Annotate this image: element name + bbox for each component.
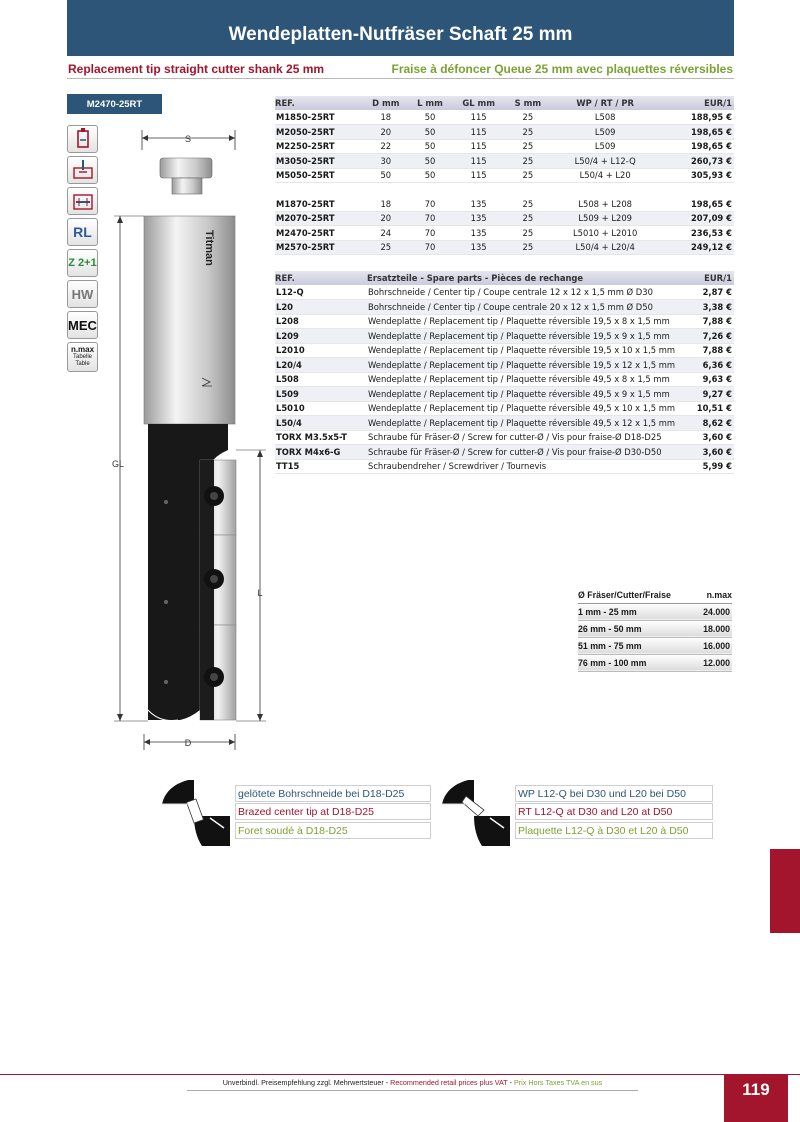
ref-cell: TT15 [275, 459, 367, 474]
s-cell: 25 [506, 154, 550, 169]
nmax-cell: 12.000 [695, 654, 732, 671]
footer-note-fr: Prix Hors Taxes TVA en sus [513, 1078, 603, 1087]
price-cell: 188,95 € [660, 110, 734, 125]
footer-divider [0, 1074, 800, 1075]
feature-icon-column [67, 125, 99, 375]
desc-cell: Wendeplatte / Replacement tip / Plaquette réversible 49,5 x 9 x 1,5 mm [367, 387, 694, 402]
table-row [275, 401, 734, 416]
d-cell: 25 [363, 240, 409, 255]
note-left-de: gelötete Bohrschneide bei D18-D25 [235, 785, 431, 802]
desc-cell: Schraube für Fräser-Ø / Screw for cutter-Ø / Vis pour fraise-Ø D30-D50 [367, 445, 694, 460]
s-cell: 25 [506, 125, 550, 140]
price-cell: 236,53 € [660, 226, 734, 241]
footer-price-note [187, 1077, 638, 1091]
table-row [275, 110, 734, 125]
gl-cell: 135 [451, 240, 505, 255]
product-table [275, 96, 734, 255]
wp-cell: L50/4 + L12-Q [550, 154, 661, 169]
dim-label-l: L [257, 588, 263, 598]
wp-cell: L508 + L208 [550, 197, 661, 212]
plunge-cut-icon [67, 156, 98, 184]
insert-tip-detail-icon [438, 776, 514, 846]
price-cell: 2,87 € [694, 285, 734, 300]
desc-cell: Bohrschneide / Center tip / Coupe centrale 12 x 12 x 1,5 mm Ø D30 [367, 285, 694, 300]
s-cell: 25 [506, 240, 550, 255]
ref-cell: M1850-25RT [275, 110, 363, 125]
nmax-sub-de: Tabelle [72, 354, 92, 360]
price-cell: 6,36 € [694, 358, 734, 373]
table-row [275, 197, 734, 212]
price-cell: 198,65 € [660, 139, 734, 154]
desc-cell: Wendeplatte / Replacement tip / Plaquette réversible 19,5 x 8 x 1,5 mm [367, 314, 694, 329]
col-nmax: n.max [695, 588, 732, 603]
table-row [275, 358, 734, 373]
l-cell: 70 [409, 226, 452, 241]
ref-cell: M1870-25RT [275, 197, 363, 212]
l-cell: 70 [409, 211, 452, 226]
range-cell: 1 mm - 25 mm [578, 603, 695, 620]
d-cell: 30 [363, 154, 409, 169]
note-right-en: RT L12-Q at D30 and L20 at D50 [515, 803, 713, 820]
desc-cell: Schraubendreher / Screwdriver / Tournevis [367, 459, 694, 474]
d-cell: 50 [363, 168, 409, 183]
desc-cell: Wendeplatte / Replacement tip / Plaquette réversible 49,5 x 12 x 1,5 mm [367, 416, 694, 431]
footer-note-sep: - [507, 1078, 514, 1087]
table-row [578, 654, 732, 671]
note-left-en: Brazed center tip at D18-D25 [235, 803, 431, 820]
price-cell: 3,60 € [694, 445, 734, 460]
wp-cell: L509 [550, 139, 661, 154]
gl-cell: 115 [451, 110, 505, 125]
wp-cell: L509 + L209 [550, 211, 661, 226]
table-row [275, 125, 734, 140]
table-row [275, 139, 734, 154]
s-cell: 25 [506, 110, 550, 125]
desc-cell: Wendeplatte / Replacement tip / Plaquette réversible 19,5 x 9 x 1,5 mm [367, 329, 694, 344]
s-cell: 25 [506, 168, 550, 183]
col-eur: EUR/1 [660, 96, 734, 110]
ref-cell: M5050-25RT [275, 168, 363, 183]
gl-cell: 135 [451, 197, 505, 212]
l-cell: 50 [409, 139, 452, 154]
price-cell: 7,26 € [694, 329, 734, 344]
z21-teeth-icon: Z 2+1 [67, 249, 98, 277]
price-cell: 10,51 € [694, 401, 734, 416]
ref-cell: M2250-25RT [275, 139, 363, 154]
subtitle-divider [67, 78, 734, 79]
router-cutter-icon [67, 125, 98, 153]
table-row [275, 343, 734, 358]
gl-cell: 135 [451, 211, 505, 226]
dim-label-d: D [184, 738, 192, 748]
table-row [578, 603, 732, 620]
chapter-tab [770, 849, 800, 933]
table-row [275, 387, 734, 402]
table-row [275, 240, 734, 255]
l-cell: 50 [409, 168, 452, 183]
table-row [275, 226, 734, 241]
gl-cell: 115 [451, 139, 505, 154]
col-ref: REF. [275, 271, 367, 285]
nmax-sub-en: Table [75, 361, 90, 367]
hw-material-icon: HW [67, 280, 98, 308]
nmax-table-icon [67, 342, 98, 372]
brazed-tip-detail-icon [158, 776, 234, 846]
s-cell: 25 [506, 226, 550, 241]
table-row [275, 285, 734, 300]
mec-icon: MEC [67, 311, 98, 339]
l-cell: 70 [409, 240, 452, 255]
price-cell: 5,99 € [694, 459, 734, 474]
ref-cell: M2070-25RT [275, 211, 363, 226]
ref-cell: L2010 [275, 343, 367, 358]
ref-cell: M3050-25RT [275, 154, 363, 169]
desc-cell: Schraube für Fräser-Ø / Screw for cutter-Ø / Vis pour fraise-Ø D18-D25 [367, 430, 694, 445]
footer-note-de: Unverbindl. Preisempfehlung zzgl. Mehrwertsteuer - [222, 1078, 391, 1087]
l-cell: 70 [409, 197, 452, 212]
price-cell: 207,09 € [660, 211, 734, 226]
price-cell: 249,12 € [660, 240, 734, 255]
ref-cell: L508 [275, 372, 367, 387]
table-row [275, 445, 734, 460]
s-cell: 25 [506, 139, 550, 154]
wp-cell: L50/4 + L20 [550, 168, 661, 183]
note-right-fr: Plaquette L12-Q à D30 et L20 à D50 [515, 822, 713, 839]
ref-cell: TORX M3.5x5-T [275, 430, 367, 445]
price-cell: 9,63 € [694, 372, 734, 387]
desc-cell: Wendeplatte / Replacement tip / Plaquette réversible 19,5 x 12 x 1,5 mm [367, 358, 694, 373]
wp-cell: L50/4 + L20/4 [550, 240, 661, 255]
col-eur: EUR/1 [694, 271, 734, 285]
rl-rotation-icon: RL [67, 218, 98, 246]
ref-cell: L208 [275, 314, 367, 329]
col-description: Ersatzteile - Spare parts - Pièces de rechange [367, 271, 694, 285]
table-row [275, 154, 734, 169]
footer-note-en: Recommended retail prices plus VAT [390, 1078, 508, 1087]
wp-cell: L509 [550, 125, 661, 140]
price-cell: 3,38 € [694, 300, 734, 315]
ref-cell: M2050-25RT [275, 125, 363, 140]
s-cell: 25 [506, 197, 550, 212]
wp-cell: L5010 + L2010 [550, 226, 661, 241]
table-row [578, 620, 732, 637]
ref-cell: L12-Q [275, 285, 367, 300]
ref-cell: M2570-25RT [275, 240, 363, 255]
table-spacer [275, 183, 734, 197]
price-cell: 198,65 € [660, 197, 734, 212]
ref-cell: L509 [275, 387, 367, 402]
d-cell: 20 [363, 211, 409, 226]
table-row [275, 430, 734, 445]
table-row [275, 329, 734, 344]
table-row [578, 637, 732, 654]
wp-cell: L508 [550, 110, 661, 125]
nmax-cell: 18.000 [695, 620, 732, 637]
d-cell: 18 [363, 110, 409, 125]
price-cell: 260,73 € [660, 154, 734, 169]
ref-cell: L20/4 [275, 358, 367, 373]
range-cell: 51 mm - 75 mm [578, 637, 695, 654]
price-cell: 7,88 € [694, 343, 734, 358]
table-row [275, 300, 734, 315]
d-cell: 22 [363, 139, 409, 154]
note-right-de: WP L12-Q bei D30 und L20 bei D50 [515, 785, 713, 802]
table-row [275, 314, 734, 329]
l-cell: 50 [409, 110, 452, 125]
desc-cell: Wendeplatte / Replacement tip / Plaquette réversible 49,5 x 10 x 1,5 mm [367, 401, 694, 416]
col-gl: GL mm [451, 96, 505, 110]
s-cell: 25 [506, 211, 550, 226]
dim-label-s: S [184, 134, 192, 144]
ref-cell: L20 [275, 300, 367, 315]
price-cell: 3,60 € [694, 430, 734, 445]
dim-label-gl: GL [111, 459, 125, 469]
desc-cell: Bohrschneide / Center tip / Coupe centrale 20 x 12 x 1,5 mm Ø D50 [367, 300, 694, 315]
price-cell: 8,62 € [694, 416, 734, 431]
l-cell: 50 [409, 125, 452, 140]
price-cell: 305,93 € [660, 168, 734, 183]
l-cell: 50 [409, 154, 452, 169]
price-cell: 198,65 € [660, 125, 734, 140]
desc-cell: Wendeplatte / Replacement tip / Plaquette réversible 49,5 x 8 x 1,5 mm [367, 372, 694, 387]
max-speed-table [578, 588, 732, 672]
spare-parts-table [275, 271, 734, 474]
table-row [275, 168, 734, 183]
spare-parts-header [275, 271, 734, 285]
col-d: D mm [363, 96, 409, 110]
page-number: 119 [724, 1074, 788, 1122]
range-cell: 76 mm - 100 mm [578, 654, 695, 671]
cutter-technical-drawing [100, 120, 270, 760]
d-cell: 18 [363, 197, 409, 212]
ref-cell: L50/4 [275, 416, 367, 431]
col-l: L mm [409, 96, 452, 110]
gl-cell: 115 [451, 125, 505, 140]
col-wp: WP / RT / PR [550, 96, 661, 110]
note-left-fr: Foret soudé à D18-D25 [235, 822, 431, 839]
nmax-cell: 16.000 [695, 637, 732, 654]
product-table-header [275, 96, 734, 110]
range-cell: 26 mm - 50 mm [578, 620, 695, 637]
nmax-label: n.max [70, 345, 95, 354]
col-diameter: Ø Fräser/Cutter/Fraise [578, 588, 695, 603]
table-row [275, 211, 734, 226]
d-cell: 20 [363, 125, 409, 140]
col-s: S mm [506, 96, 550, 110]
speed-table-header [578, 588, 732, 603]
ref-cell: L209 [275, 329, 367, 344]
gl-cell: 115 [451, 154, 505, 169]
table-row [275, 459, 734, 474]
ref-cell: TORX M4x6-G [275, 445, 367, 460]
gl-cell: 135 [451, 226, 505, 241]
table-row [275, 372, 734, 387]
subtitle-english: Replacement tip straight cutter shank 25 mm [68, 62, 325, 76]
price-cell: 9,27 € [694, 387, 734, 402]
ref-cell: L5010 [275, 401, 367, 416]
desc-cell: Wendeplatte / Replacement tip / Plaquette réversible 19,5 x 10 x 1,5 mm [367, 343, 694, 358]
col-ref: REF. [275, 96, 363, 110]
price-cell: 7,88 € [694, 314, 734, 329]
nmax-cell: 24.000 [695, 603, 732, 620]
ref-cell: M2470-25RT [275, 226, 363, 241]
brand-logo: Titman [203, 230, 215, 266]
gl-cell: 115 [451, 168, 505, 183]
model-badge: M2470-25RT [67, 94, 162, 114]
subtitle-french: Fraise à défoncer Queue 25 mm avec plaquettes réversibles [391, 62, 733, 76]
page-title: Wendeplatten-Nutfräser Schaft 25 mm [67, 0, 734, 56]
groove-cut-icon [67, 187, 98, 215]
d-cell: 24 [363, 226, 409, 241]
table-row [275, 416, 734, 431]
